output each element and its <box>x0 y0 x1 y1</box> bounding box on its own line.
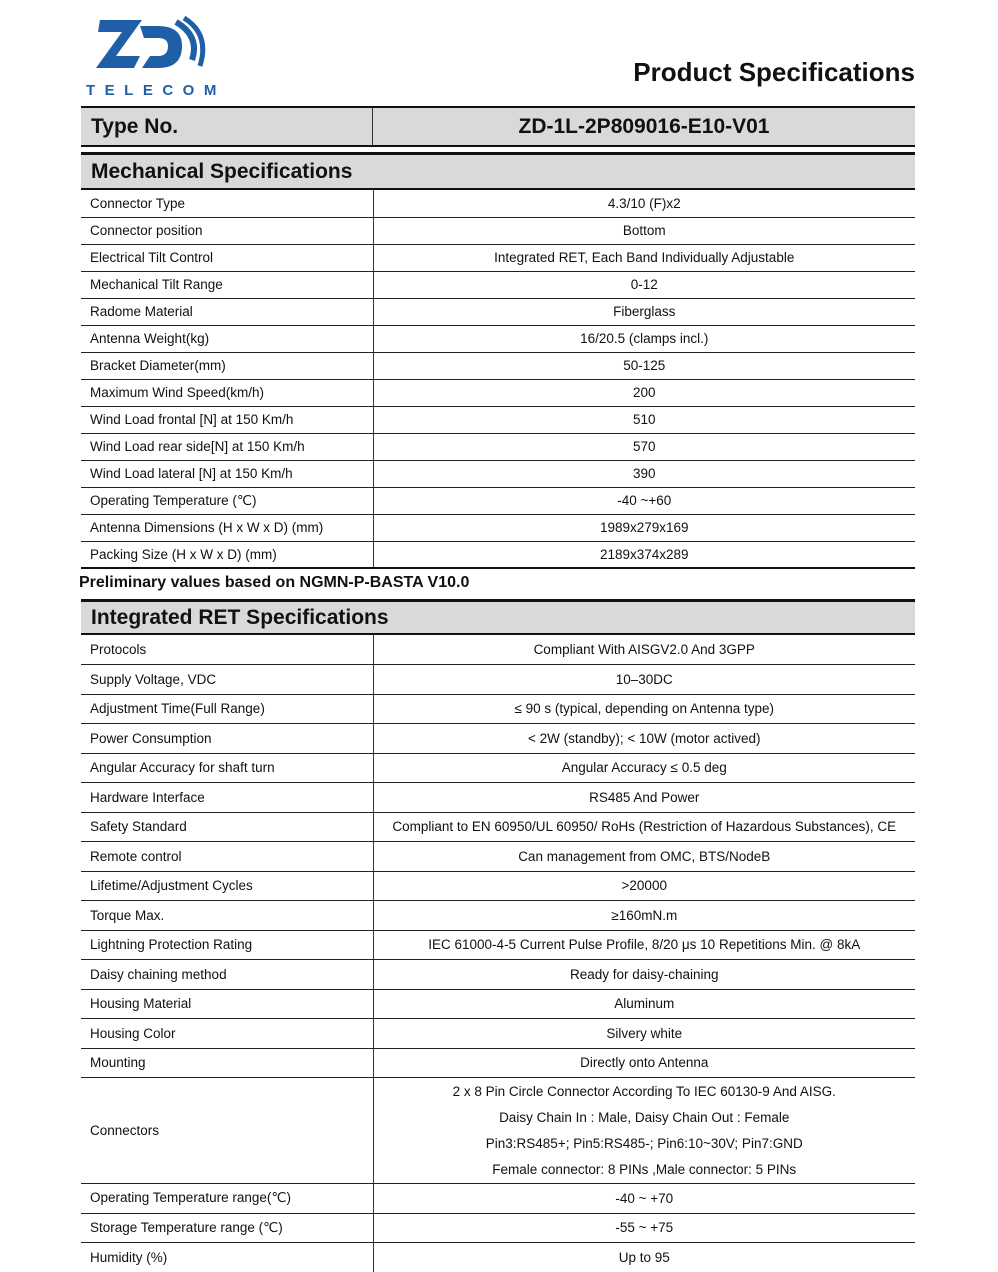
spec-label: Operating Temperature (℃) <box>81 487 373 514</box>
spec-label: Storage Temperature range (℃) <box>81 1213 373 1243</box>
spec-label: Humidity (%) <box>81 1243 373 1272</box>
spec-label: Power Consumption <box>81 724 373 754</box>
type-number-label: Type No. <box>81 108 373 145</box>
spec-row <box>81 753 915 783</box>
spec-label: Lightning Protection Rating <box>81 930 373 960</box>
connectors-row <box>81 1078 915 1184</box>
ret-spec-table <box>81 635 915 1272</box>
connectors-value <box>373 1078 915 1184</box>
spec-value: 0-12 <box>373 271 915 298</box>
spec-label: Wind Load lateral [N] at 150 Km/h <box>81 460 373 487</box>
spec-value: -40 ~+60 <box>373 487 915 514</box>
spec-label: Angular Accuracy for shaft turn <box>81 753 373 783</box>
spec-row <box>81 1213 915 1243</box>
spec-label: Remote control <box>81 842 373 872</box>
spec-row <box>81 379 915 406</box>
spec-row <box>81 665 915 695</box>
spec-label: Adjustment Time(Full Range) <box>81 694 373 724</box>
spec-row <box>81 724 915 754</box>
spec-row <box>81 871 915 901</box>
spec-label: Housing Color <box>81 1019 373 1049</box>
spec-value: ≥160mN.m <box>373 901 915 931</box>
spec-row <box>81 433 915 460</box>
logo-text: TELECOM <box>86 82 216 99</box>
spec-value: Can management from OMC, BTS/NodeB <box>373 842 915 872</box>
spec-row <box>81 635 915 665</box>
spec-label: Hardware Interface <box>81 783 373 813</box>
spec-row <box>81 842 915 872</box>
spec-value: Angular Accuracy ≤ 0.5 deg <box>373 753 915 783</box>
spec-value: Aluminum <box>373 989 915 1019</box>
spec-row <box>81 514 915 541</box>
spec-row <box>81 812 915 842</box>
zd-logo-icon <box>96 16 206 74</box>
spec-row <box>81 989 915 1019</box>
spec-row <box>81 901 915 931</box>
spec-label: Maximum Wind Speed(km/h) <box>81 379 373 406</box>
spec-value: 2189x374x289 <box>373 541 915 568</box>
spec-value: < 2W (standby); < 10W (motor actived) <box>373 724 915 754</box>
spec-row <box>81 352 915 379</box>
mechanical-spec-table <box>81 190 915 569</box>
spec-label: Radome Material <box>81 298 373 325</box>
spec-value: 4.3/10 (F)x2 <box>373 190 915 217</box>
spec-row <box>81 217 915 244</box>
spec-value: 390 <box>373 460 915 487</box>
spec-row <box>81 271 915 298</box>
spec-value: -40 ~ +70 <box>373 1184 915 1214</box>
spec-value: Fiberglass <box>373 298 915 325</box>
spec-row <box>81 406 915 433</box>
spec-label: Bracket Diameter(mm) <box>81 352 373 379</box>
spec-value: >20000 <box>373 871 915 901</box>
spec-label: Housing Material <box>81 989 373 1019</box>
connectors-line: Daisy Chain In : Male, Daisy Chain Out : Female <box>374 1105 916 1131</box>
spec-label: Electrical Tilt Control <box>81 244 373 271</box>
spec-value: 510 <box>373 406 915 433</box>
spec-value: RS485 And Power <box>373 783 915 813</box>
spec-value: Silvery white <box>373 1019 915 1049</box>
spec-value: IEC 61000-4-5 Current Pulse Profile, 8/20 μs 10 Repetitions Min. @ 8kA <box>373 930 915 960</box>
spec-value: 570 <box>373 433 915 460</box>
spec-value: Up to 95 <box>373 1243 915 1272</box>
spec-row <box>81 1048 915 1078</box>
ret-heading: Integrated RET Specifications <box>81 599 915 635</box>
spec-row <box>81 1184 915 1214</box>
spec-row <box>81 1019 915 1049</box>
mechanical-heading: Mechanical Specifications <box>81 152 915 190</box>
spec-label: Connector Type <box>81 190 373 217</box>
spec-row <box>81 460 915 487</box>
spec-label: Antenna Weight(kg) <box>81 325 373 352</box>
spec-row <box>81 298 915 325</box>
spec-value: 16/20.5 (clamps incl.) <box>373 325 915 352</box>
spec-value: 200 <box>373 379 915 406</box>
spec-row <box>81 325 915 352</box>
spec-row <box>81 541 915 568</box>
spec-value: ≤ 90 s (typical, depending on Antenna type) <box>373 694 915 724</box>
spec-value: Bottom <box>373 217 915 244</box>
spec-row <box>81 244 915 271</box>
connectors-label: Connectors <box>81 1078 373 1184</box>
spec-label: Wind Load frontal [N] at 150 Km/h <box>81 406 373 433</box>
spec-label: Mounting <box>81 1048 373 1078</box>
spec-label: Antenna Dimensions (H x W x D) (mm) <box>81 514 373 541</box>
spec-label: Wind Load rear side[N] at 150 Km/h <box>81 433 373 460</box>
company-logo <box>86 16 216 102</box>
spec-value: 1989x279x169 <box>373 514 915 541</box>
spec-row <box>81 783 915 813</box>
document-title: Product Specifications <box>633 57 915 88</box>
connectors-line: Pin3:RS485+; Pin5:RS485-; Pin6:10~30V; Pin7:GND <box>374 1131 916 1157</box>
type-number-value: ZD-1L-2P809016-E10-V01 <box>373 108 915 145</box>
type-number-row <box>81 108 915 147</box>
spec-value: 10–30DC <box>373 665 915 695</box>
spec-label: Protocols <box>81 635 373 665</box>
spec-row <box>81 960 915 990</box>
spec-value: Integrated RET, Each Band Individually Adjustable <box>373 244 915 271</box>
spec-value: Ready for daisy-chaining <box>373 960 915 990</box>
spec-row <box>81 930 915 960</box>
connectors-line: Female connector: 8 PINs ,Male connector: 5 PINs <box>374 1157 916 1183</box>
preliminary-note: Preliminary values based on NGMN-P-BASTA V10.0 <box>79 574 469 592</box>
spec-label: Supply Voltage, VDC <box>81 665 373 695</box>
spec-label: Packing Size (H x W x D) (mm) <box>81 541 373 568</box>
spec-label: Safety Standard <box>81 812 373 842</box>
spec-value: Compliant to EN 60950/UL 60950/ RoHs (Restriction of Hazardous Substances), CE <box>373 812 915 842</box>
spec-label: Connector position <box>81 217 373 244</box>
spec-label: Mechanical Tilt Range <box>81 271 373 298</box>
spec-value: Directly onto Antenna <box>373 1048 915 1078</box>
spec-value: Compliant With AISGV2.0 And 3GPP <box>373 635 915 665</box>
spec-label: Operating Temperature range(℃) <box>81 1184 373 1214</box>
spec-label: Lifetime/Adjustment Cycles <box>81 871 373 901</box>
spec-row <box>81 487 915 514</box>
spec-label: Daisy chaining method <box>81 960 373 990</box>
spec-label: Torque Max. <box>81 901 373 931</box>
spec-row <box>81 190 915 217</box>
spec-value: -55 ~ +75 <box>373 1213 915 1243</box>
connectors-line: 2 x 8 Pin Circle Connector According To IEC 60130-9 And AISG. <box>374 1079 916 1105</box>
spec-row <box>81 694 915 724</box>
spec-value: 50-125 <box>373 352 915 379</box>
